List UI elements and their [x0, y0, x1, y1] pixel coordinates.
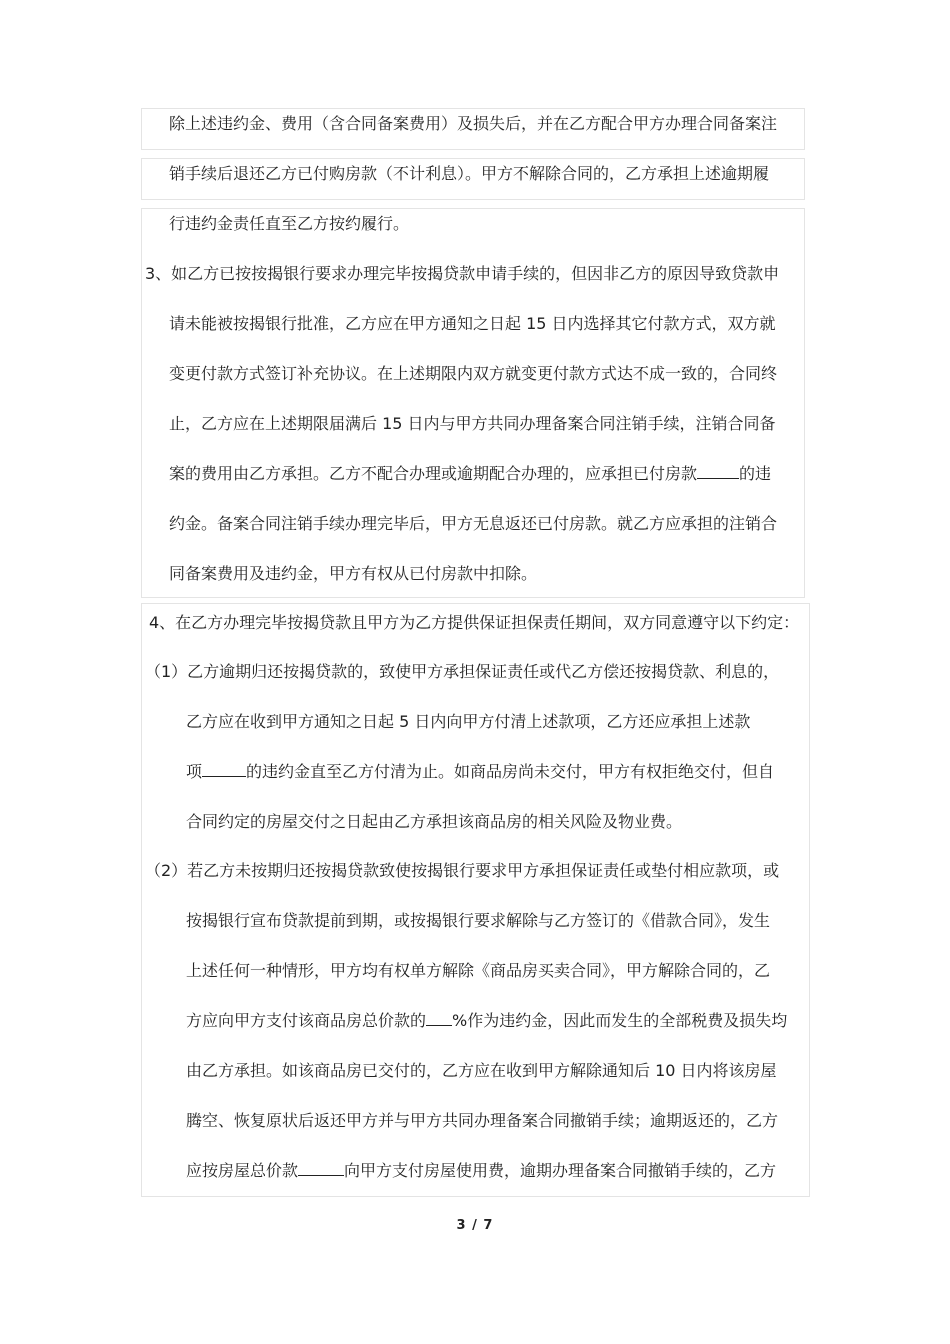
body-line-8-text-a: 案的费用由乙方承担。乙方不配合办理或逾期配合办理的，应承担已付房款	[169, 464, 698, 483]
body-line-22-text-a: 应按房屋总价款	[186, 1161, 299, 1180]
body-line-2: 销手续后退还乙方已付购房款（不计利息）。甲方不解除合同的，乙方承担上述逾期履	[169, 164, 770, 183]
body-line-19	[186, 1011, 787, 1031]
page-number: 3 / 7	[456, 1218, 494, 1233]
body-line-10: 同备案费用及违约金，甲方有权从已付房款中扣除。	[169, 564, 538, 583]
body-line-18: 上述任何一种情形，甲方均有权单方解除《商品房买卖合同》，甲方解除合同的，乙	[186, 961, 771, 980]
body-line-8	[169, 464, 771, 484]
fill-blank[interactable]	[697, 464, 739, 479]
sub-clause-2-line: （2）若乙方未按期归还按揭贷款致使按揭银行要求甲方承担保证责任或垫付相应款项，或	[145, 861, 780, 880]
clause-4-line: 4、在乙方办理完毕按揭贷款且甲方为乙方提供保证担保责任期间，双方同意遵守以下约定：	[149, 613, 800, 632]
body-line-7: 止，乙方应在上述期限届满后 15 日内与甲方共同办理备案合同注销手续，注销合同备	[169, 414, 776, 433]
body-line-20: 由乙方承担。如该商品房已交付的，乙方应在收到甲方解除通知后 10 日内将该房屋	[186, 1061, 777, 1080]
text-frame-4	[141, 603, 810, 1197]
fill-blank[interactable]	[298, 1161, 344, 1176]
body-line-22	[186, 1161, 776, 1181]
body-line-21: 腾空、恢复原状后返还甲方并与甲方共同办理备案合同撤销手续；逾期返还的，乙方	[186, 1111, 779, 1130]
body-line-14-text-a: 项	[186, 762, 203, 781]
body-line-17: 按揭银行宣布贷款提前到期，或按揭银行要求解除与乙方签订的《借款合同》，发生	[186, 911, 771, 930]
fill-blank[interactable]	[202, 762, 246, 777]
fill-blank[interactable]	[426, 1011, 452, 1026]
clause-3-line: 3、如乙方已按按揭银行要求办理完毕按揭贷款申请手续的，但因非乙方的原因导致贷款申	[145, 264, 780, 283]
body-line-14	[186, 762, 774, 782]
body-line-1: 除上述违约金、费用（含合同备案费用）及损失后，并在乙方配合甲方办理合同备案注	[169, 114, 778, 133]
body-line-19-text-a: 方应向甲方支付该商品房总价款的	[186, 1011, 427, 1030]
sub-clause-1-line: （1）乙方逾期归还按揭贷款的，致使甲方承担保证责任或代乙方偿还按揭贷款、利息的，	[145, 662, 780, 681]
body-line-3: 行违约金责任直至乙方按约履行。	[169, 214, 410, 233]
body-line-14-text-b: 的违约金直至乙方付清为止。如商品房尚未交付，甲方有权拒绝交付，但自	[246, 762, 775, 781]
body-line-19-text-b: %作为违约金，因此而发生的全部税费及损失均	[452, 1011, 788, 1030]
body-line-5: 请未能被按揭银行批准，乙方应在甲方通知之日起 15 日内选择其它付款方式，双方就	[169, 314, 776, 333]
body-line-15: 合同约定的房屋交付之日起由乙方承担该商品房的相关风险及物业费。	[186, 812, 683, 831]
body-line-6: 变更付款方式签订补充协议。在上述期限内双方就变更付款方式达不成一致的，合同终	[169, 364, 778, 383]
body-line-9: 约金。备案合同注销手续办理完毕后，甲方无息返还已付房款。就乙方应承担的注销合	[169, 514, 778, 533]
body-line-22-text-b: 向甲方支付房屋使用费，逾期办理备案合同撤销手续的，乙方	[344, 1161, 777, 1180]
body-line-8-text-b: 的违	[739, 464, 772, 483]
body-line-13: 乙方应在收到甲方通知之日起 5 日内向甲方付清上述款项，乙方还应承担上述款	[186, 712, 751, 731]
